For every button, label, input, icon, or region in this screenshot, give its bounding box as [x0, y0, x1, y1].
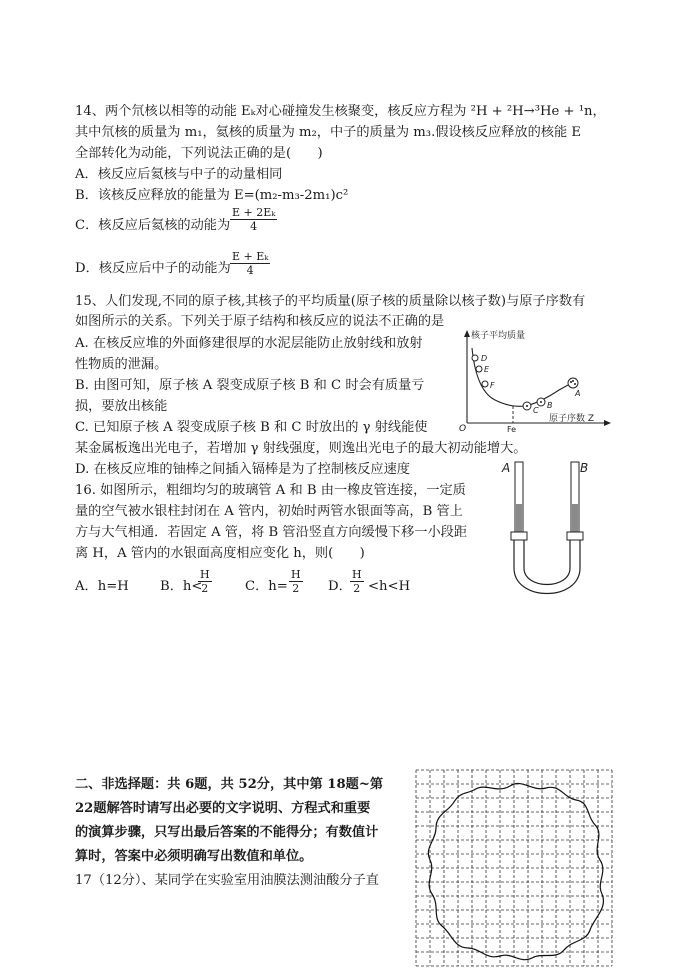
- tube-a-label: A: [502, 461, 511, 475]
- q14-stem-line3: 全部转化为动能，下列说法正确的是( ): [75, 146, 323, 161]
- q14-option-b: B．该核反应释放的能量为 E=(m₂-m₃-2m₁)c²: [75, 188, 349, 203]
- q16-option-d-inequality: <h<H: [368, 579, 411, 594]
- fraction-denominator: 4: [250, 220, 258, 233]
- q14-option-d: D．核反应后中子的动能为: [75, 261, 231, 276]
- q15-binding-curve-figure: [455, 328, 615, 433]
- fraction-numerator: H: [200, 568, 210, 581]
- fraction-numerator: H: [352, 568, 362, 581]
- point-b-label: B: [547, 401, 553, 410]
- figure-origin-label: O: [459, 424, 467, 434]
- fraction-numerator: E + Eₖ: [232, 250, 269, 263]
- q14-option-d-fraction: [230, 250, 270, 278]
- fraction-denominator: 2: [201, 582, 209, 595]
- q16-option-c-fraction: [289, 568, 303, 596]
- q15-option-b-line1: B. 由图可知，原子核 A 裂变成原子核 B 和 C 时会有质量亏: [75, 378, 425, 393]
- q17-oil-film-grid-figure: [414, 768, 614, 968]
- q16-u-tube-figure: [498, 460, 598, 610]
- q16-stem-line1: 16. 如图所示，粗细均匀的玻璃管 A 和 B 由一橡皮管连接，一定质: [75, 483, 466, 498]
- q16-stem-line2: 量的空气被水银柱封闭在 A 管内，初始时两管水银面等高，B 管上: [75, 504, 463, 519]
- point-e-label: E: [484, 365, 490, 374]
- point-d-label: D: [481, 354, 488, 363]
- q15-option-d: D. 在核反应堆的铀棒之间插入镉棒是为了控制核反应速度: [75, 462, 410, 477]
- section2-instructions-line2: 22题解答时请写出必要的文字说明、方程式和重要: [75, 801, 371, 816]
- point-f-label: F: [490, 381, 495, 390]
- fraction-denominator: 2: [353, 582, 361, 595]
- q16-option-b-fraction: [198, 568, 212, 596]
- fraction-numerator: E + 2Eₖ: [232, 206, 276, 219]
- q16-option-a: A．h=H: [75, 579, 129, 594]
- q15-option-c-line1: C. 已知原子核 A 裂变成原子核 B 和 C 时放出的 γ 射线能使: [75, 420, 428, 435]
- q16-option-b: B．h<: [160, 579, 203, 594]
- q15-stem-line2: 如图所示的关系。下列关于原子结构和核反应的说法不正确的是: [75, 314, 445, 329]
- tube-b-label: B: [580, 461, 589, 475]
- q15-stem-line1: 15、人们发现,不同的原子核,其核子的平均质量(原子核的质量除以核子数)与原子序数有: [75, 294, 586, 309]
- section2-instructions-line4: 算时，答案中必须明确写出数值和单位。: [75, 849, 313, 864]
- figure-x-axis-label: 原子序数 Z: [549, 414, 595, 424]
- q15-option-a-line1: A. 在核反应堆的外面修建很厚的水泥层能防止放射线和放射: [75, 336, 423, 351]
- q14-stem-line1: 14、两个氘核以相等的动能 Eₖ对心碰撞发生核聚变，核反应方程为 ²H + ²H→³He + ¹n，: [75, 104, 606, 119]
- fraction-numerator: H: [291, 568, 301, 581]
- q17-stem-line1: 17（12分）、某同学在实验室用油膜法测油酸分子直: [75, 873, 379, 888]
- q14-option-a: A．核反应后氦核与中子的动量相同: [75, 167, 283, 182]
- q14-option-c-fraction: [230, 206, 277, 234]
- figure-fe-label: Fe: [507, 425, 517, 434]
- q15-option-a-line2: 性物质的泄漏。: [75, 357, 168, 372]
- q16-stem-line4: 离 H，A 管内的水银面高度相应变化 h，则( ): [75, 546, 365, 561]
- figure-y-axis-label: 核子平均质量: [471, 331, 526, 341]
- q16-stem-line3: 方与大气相通．若固定 A 管，将 B 管沿竖直方向缓慢下移一小段距: [75, 525, 468, 540]
- q16-option-d: D．: [328, 579, 352, 594]
- section2-instructions-line1: 二、非选择题：共 6题，共 52分，其中第 18题~第: [75, 777, 384, 792]
- q15-option-b-line2: 损，要放出核能: [75, 399, 168, 414]
- point-a-label: A: [575, 389, 581, 398]
- q16-option-c: C．h=: [245, 579, 288, 594]
- q16-option-d-fraction: [350, 568, 364, 596]
- q14-stem-line2: 其中氘核的质量为 m₁，氦核的质量为 m₂，中子的质量为 m₃.假设核反应释放的核能 E: [75, 125, 581, 140]
- section2-instructions-line3: 的演算步骤，只写出最后答案的不能得分；有数值计: [75, 825, 379, 840]
- point-c-label: C: [533, 406, 539, 415]
- q14-option-c: C．核反应后氦核的动能为: [75, 218, 231, 233]
- fraction-denominator: 2: [292, 582, 300, 595]
- fraction-denominator: 4: [246, 264, 254, 277]
- q15-option-c-line2: 某金属板逸出光电子，若增加 γ 射线强度，则逸出光电子的最大初动能增大。: [75, 441, 527, 456]
